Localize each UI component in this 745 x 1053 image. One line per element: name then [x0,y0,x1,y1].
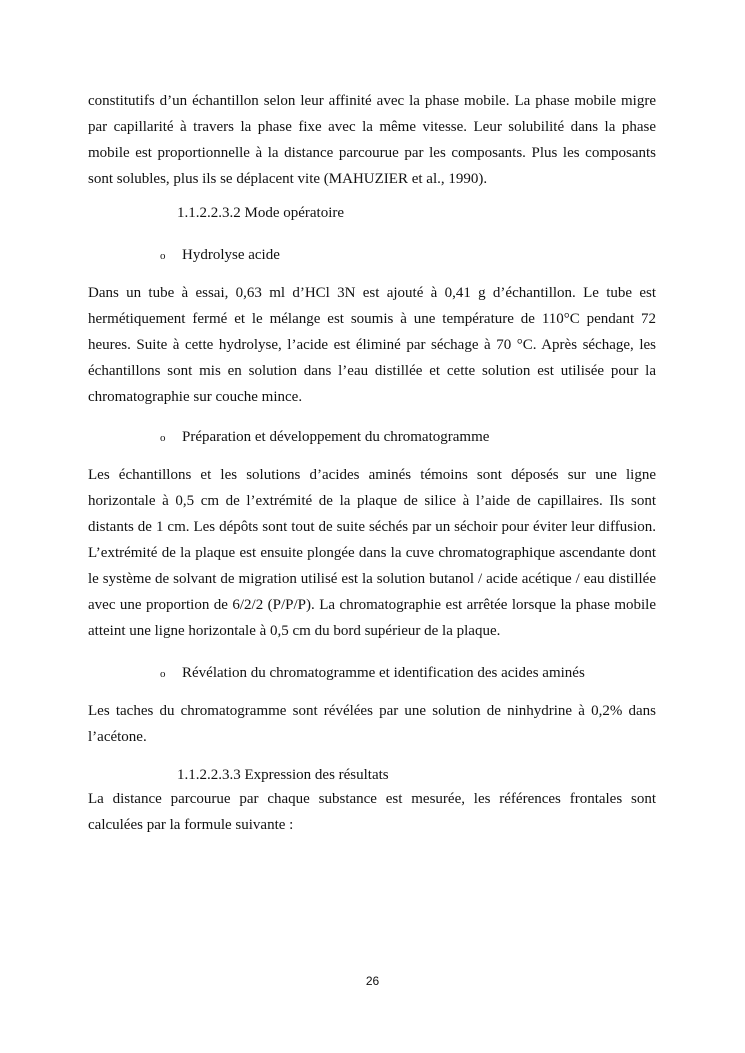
text-line: chromatographie sur couche mince. [88,389,303,405]
bullet-text: Révélation du chromatogramme et identification des acides aminés [182,665,585,681]
text-line: Les taches du chromatogramme sont révélées par une solution de ninhydrine à 0,2% dans [88,703,656,719]
text-line: mobile est proportionnelle à la distance parcourue par les composants. Plus les composants [88,145,656,161]
text-line: l’acétone. [88,729,147,745]
bullet-item [160,242,280,268]
bullet-item [160,424,489,450]
text-line: constitutifs d’un échantillon selon leur affinité avec la phase mobile. La phase mobile migre [88,93,656,109]
bullet-text: Préparation et développement du chromatogramme [182,429,490,445]
text-line: échantillons sont mis en solution dans l’eau distillée et cette solution est utilisée pour la [88,363,656,379]
bullet-text: Hydrolyse acide [182,247,280,263]
section-heading: 1.1.2.2.3.3 Expression des résultats [177,767,389,783]
section-heading: 1.1.2.2.3.2 Mode opératoire [177,205,345,221]
text-line: heures. Suite à cette hydrolyse, l’acide est éliminé par séchage à 70 °C. Après séchage, les [88,337,656,353]
text-line: sont solubles, plus ils se déplacent vite (MAHUZIER et al., 1990). [88,171,488,187]
text-line: avec une proportion de 6/2/2 (P/P/P). La chromatographie est arrêtée lorsque la phase mobile [88,597,656,613]
text-line: Les échantillons et les solutions d’acides aminés témoins sont déposés sur une ligne [88,467,656,483]
text-line: hermétiquement fermé et le mélange est soumis à une température de 110°C pendant 72 [88,311,656,327]
text-line: Dans un tube à essai, 0,63 ml d’HCl 3N est ajouté à 0,41 g d’échantillon. Le tube est [88,285,656,301]
text-line: L’extrémité de la plaque est ensuite plongée dans la cuve chromatographique ascendante dont [88,545,656,561]
bullet-circle-icon: o [160,432,166,444]
page-number: 26 [365,974,380,988]
bullet-circle-icon: o [160,250,166,262]
text-line: atteint une ligne horizontale à 0,5 cm du bord supérieur de la plaque. [88,623,501,639]
text-line: La distance parcourue par chaque substance est mesurée, les références frontales sont [88,791,656,807]
text-line: horizontale à 0,5 cm de l’extrémité de la plaque de silice à l’aide de capillaires. Ils sont [88,493,656,509]
text-line: calculées par la formule suivante : [88,817,294,833]
bullet-circle-icon: o [160,668,166,680]
text-line: par capillarité à travers la phase fixe avec la même vitesse. Leur solubilité dans la phase [88,119,656,135]
text-line: le système de solvant de migration utilisé est la solution butanol / acide acétique / eau distillée [88,571,656,587]
text-line: distants de 1 cm. Les dépôts sont tout de suite séchés par un séchoir pour éviter leur diffusion. [88,519,656,535]
bullet-item [160,660,585,686]
